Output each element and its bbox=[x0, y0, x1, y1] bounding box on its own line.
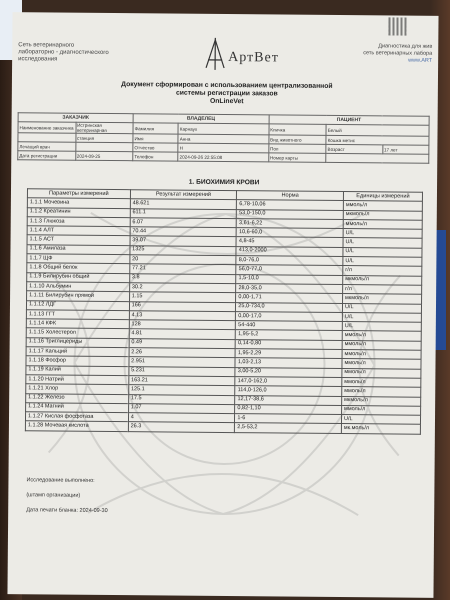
title-line: OnLineVet bbox=[209, 97, 244, 106]
parameter-cell: 1.1.13 ГГТ bbox=[26, 310, 129, 320]
parameter-cell: 1.1.8 Общий белок bbox=[27, 263, 130, 273]
parameter-cell: 1.1.1 Мочевина bbox=[27, 198, 130, 208]
units-cell: мкмоль/л bbox=[342, 396, 421, 406]
result-cell: 1.07 bbox=[128, 404, 235, 414]
info-cell: Фамилия bbox=[133, 123, 178, 134]
units-cell: мкмоль/л bbox=[343, 275, 422, 285]
result-cell: 1325 bbox=[130, 245, 237, 255]
result-cell: 3.8 bbox=[129, 273, 236, 283]
result-cell: 166 bbox=[129, 301, 236, 311]
col-result-header: Результат измерений bbox=[130, 190, 237, 200]
info-cell: Анна bbox=[178, 134, 268, 144]
lab-caption-line: лабораторно - диагностического bbox=[18, 49, 109, 56]
patient-header: ПАЦИЕНТ bbox=[269, 115, 429, 125]
parameter-cell: 1.1.18 Фосфор bbox=[26, 356, 129, 366]
col-parameter-header: Параметры измерений bbox=[27, 189, 130, 199]
norm-cell: 1,5-10,0 bbox=[236, 274, 343, 284]
result-cell: 17.5 bbox=[128, 394, 235, 404]
norm-cell: 12,17-38,6 bbox=[235, 395, 342, 405]
norm-cell: 147,0-162,0 bbox=[235, 377, 342, 387]
result-cell: 39.07 bbox=[130, 236, 237, 246]
parameter-cell: 1.1.9 Билирубин общий bbox=[27, 272, 130, 282]
artvet-logo-mark-icon bbox=[202, 34, 228, 74]
norm-cell: 54-440 bbox=[236, 321, 343, 331]
info-cell: Кличка bbox=[269, 124, 327, 136]
col-units-header: Единицы измерений bbox=[343, 192, 422, 202]
col-norm-header: Норма bbox=[237, 191, 344, 201]
customer-header: ЗАКАЗЧИК bbox=[18, 113, 133, 123]
lab-caption-line: исследования bbox=[18, 56, 58, 63]
info-cell: Н bbox=[178, 143, 268, 153]
result-cell: 2.26 bbox=[129, 348, 236, 358]
info-cell: Белый bbox=[326, 124, 429, 136]
norm-cell: 0,14-0,80 bbox=[235, 339, 342, 349]
website-link[interactable]: www.ART bbox=[408, 57, 433, 64]
brand-name: АртВет bbox=[228, 50, 279, 66]
title-line: системы регистрации заказов bbox=[175, 89, 278, 98]
parameter-cell: 1.1.21 Хлор bbox=[26, 384, 129, 394]
norm-cell: 8,0-76,0 bbox=[236, 256, 343, 266]
tagline-line: Диагностика для жив bbox=[378, 43, 433, 50]
parameter-cell: 1.1.24 Магний bbox=[26, 403, 129, 413]
parameter-cell: 1.1.5 АСТ bbox=[27, 235, 130, 245]
result-cell: 2.951 bbox=[129, 357, 236, 367]
title-line: Документ сформирован с использованием централизованной bbox=[121, 81, 333, 90]
norm-cell: 53,0-150,0 bbox=[237, 209, 344, 219]
stamp-label: (штамп организации) bbox=[26, 492, 81, 499]
units-cell: U/L bbox=[342, 303, 421, 313]
parameter-cell: 1.1.20 Натрий bbox=[26, 375, 129, 385]
info-cell: Отчество bbox=[133, 143, 178, 152]
order-info-table bbox=[17, 112, 429, 164]
biochemistry-table bbox=[25, 188, 423, 434]
norm-cell: 0,82-1,10 bbox=[235, 404, 342, 414]
info-cell: Лечащий врач bbox=[18, 142, 76, 152]
info-cell: станция bbox=[75, 133, 133, 143]
info-cell: Кошка метис bbox=[326, 135, 429, 145]
units-cell: U/L bbox=[343, 247, 422, 257]
result-cell: 125.1 bbox=[128, 385, 235, 395]
units-cell: мк.моль/л bbox=[341, 424, 420, 434]
qr-code bbox=[388, 17, 406, 35]
info-cell: 2024-09-26 22:55:08 bbox=[178, 152, 268, 162]
result-cell: 4.13 bbox=[129, 311, 236, 321]
result-cell: 0.49 bbox=[129, 338, 236, 348]
lab-report-sheet bbox=[7, 12, 438, 598]
units-cell: ммоль/л bbox=[342, 387, 421, 397]
lab-tagline bbox=[322, 43, 432, 65]
info-cell bbox=[326, 153, 429, 163]
section-title: 1. БИОХИМИЯ КРОВИ bbox=[188, 178, 260, 187]
parameter-cell: 1.1.6 Амилаза bbox=[27, 245, 130, 255]
info-cell: Пол bbox=[269, 144, 327, 154]
info-cell: 17 лет bbox=[382, 145, 428, 154]
parameter-cell: 1.1.11 Билирубин прямой bbox=[27, 291, 130, 301]
norm-cell: 1,95-5,2 bbox=[236, 330, 343, 340]
norm-cell: 4,8-45 bbox=[236, 237, 343, 247]
biochemistry-rows bbox=[25, 198, 422, 434]
info-cell: Возраст bbox=[326, 144, 383, 153]
info-cell: Дата регистрации bbox=[18, 151, 76, 161]
units-cell: U/L bbox=[341, 415, 420, 425]
parameter-cell: 1.1.27 Кислая фосфотаза bbox=[25, 412, 128, 422]
norm-cell: 6,78-10,06 bbox=[237, 200, 344, 210]
owner-header: ВЛАДЕЛЕЦ bbox=[133, 114, 269, 124]
result-cell: 4.81 bbox=[129, 329, 236, 339]
units-cell: ммоль/л bbox=[342, 340, 421, 350]
parameter-cell: 1.1.15 Холестерол bbox=[26, 328, 129, 338]
units-cell: ммоль/л bbox=[342, 405, 421, 415]
norm-cell: 413,0-2000 bbox=[236, 246, 343, 256]
parameter-cell: 1.1.12 ЛДГ bbox=[26, 300, 129, 310]
units-cell: г/л bbox=[343, 266, 422, 276]
norm-cell: 114,0-126,0 bbox=[235, 386, 342, 396]
parameter-cell: 1.1.28 Мочевая кислота bbox=[25, 421, 128, 431]
units-cell: ммоль/л bbox=[342, 350, 421, 360]
parameter-cell: 1.1.14 КФК bbox=[26, 319, 129, 329]
result-cell: 5.231 bbox=[129, 366, 236, 376]
info-cell: Истринская ветеринарная bbox=[76, 122, 134, 134]
lab-caption-line: Сеть ветеринарного bbox=[18, 42, 75, 49]
result-cell: 77.21 bbox=[129, 264, 236, 274]
units-cell: ммоль/л bbox=[342, 359, 421, 369]
units-cell: ммоль/л bbox=[343, 201, 422, 211]
info-cell: Номер карты bbox=[268, 153, 326, 163]
norm-cell: 10,6-60,0 bbox=[236, 228, 343, 238]
norm-cell: 28,0-35,0 bbox=[236, 284, 343, 294]
units-cell: ммоль/л bbox=[342, 368, 421, 378]
info-cell: 2024-09-25 bbox=[75, 151, 133, 161]
parameter-cell: 1.1.22 Железо bbox=[26, 393, 129, 403]
parameter-cell: 1.1.16 Триглицериды bbox=[26, 338, 129, 348]
info-cell: Вид животного bbox=[269, 135, 327, 145]
norm-cell: 1,95-2,29 bbox=[235, 349, 342, 359]
result-cell: 611.1 bbox=[130, 208, 237, 218]
parameter-cell: 1.1.17 Кальций bbox=[26, 347, 129, 357]
parameter-cell: 1.1.19 Калий bbox=[26, 365, 129, 375]
parameter-cell: 1.1.10 Альбумин bbox=[27, 282, 130, 292]
parameter-cell: 1.1.4 АЛТ bbox=[27, 226, 130, 236]
norm-cell: 1-6 bbox=[235, 414, 342, 424]
norm-cell: 3,61-6,22 bbox=[237, 219, 344, 229]
norm-cell: 1,03-2,13 bbox=[235, 358, 342, 368]
norm-cell: 0,00-1,71 bbox=[236, 293, 343, 303]
result-cell: 48.621 bbox=[130, 199, 237, 209]
units-cell: мкмоль/л bbox=[342, 294, 421, 304]
result-cell: 30.2 bbox=[129, 283, 236, 293]
document-title bbox=[72, 81, 382, 108]
units-cell: ммоль/л bbox=[343, 219, 422, 229]
norm-cell: 56,0-77,0 bbox=[236, 265, 343, 275]
tagline-line: сеть ветеринарных лабора bbox=[363, 50, 433, 57]
info-cell bbox=[18, 133, 76, 143]
units-cell: U/L bbox=[343, 257, 422, 267]
norm-cell: 25,0-734,0 bbox=[236, 302, 343, 312]
parameter-cell: 1.1.2 Креатинин bbox=[27, 207, 130, 217]
print-date: Дата печати бланка: 2024-09-30 bbox=[26, 507, 108, 515]
units-cell: U/L bbox=[343, 238, 422, 248]
units-cell: U/L bbox=[343, 229, 422, 239]
info-cell: Телефон bbox=[133, 152, 178, 161]
result-cell: 1.15 bbox=[129, 292, 236, 302]
result-cell: 20 bbox=[130, 255, 237, 265]
lab-network-caption bbox=[18, 42, 168, 64]
report-footer bbox=[26, 476, 108, 522]
result-cell: 163.21 bbox=[128, 376, 235, 386]
parameter-cell: 1.1.7 ЩФ bbox=[27, 254, 130, 264]
result-cell: 70.44 bbox=[130, 227, 237, 237]
units-cell: ммоль/л bbox=[342, 377, 421, 387]
result-cell: 4 bbox=[128, 413, 235, 423]
units-cell: ммоль/л bbox=[342, 331, 421, 341]
units-cell: мкмоль/л bbox=[343, 210, 422, 220]
info-cell: Карнаух bbox=[178, 123, 268, 135]
info-cell: Имя bbox=[133, 134, 178, 143]
norm-cell: 0,00-17,0 bbox=[236, 311, 343, 321]
result-cell: 6.07 bbox=[130, 218, 237, 228]
result-cell: 128 bbox=[129, 320, 236, 330]
performed-by-label: Исследование выполнено: bbox=[26, 477, 95, 484]
artvet-logo bbox=[202, 34, 282, 75]
units-cell: г/л bbox=[343, 285, 422, 295]
result-cell: 26.3 bbox=[128, 422, 235, 432]
norm-cell: 2,5-53,2 bbox=[235, 423, 342, 433]
norm-cell: 3,00-5,20 bbox=[235, 367, 342, 377]
info-cell: Наименование заказчика bbox=[18, 122, 76, 134]
units-cell: U/L bbox=[342, 312, 421, 322]
units-cell: U/L bbox=[342, 322, 421, 332]
parameter-cell: 1.1.3 Глюкоза bbox=[27, 217, 130, 227]
